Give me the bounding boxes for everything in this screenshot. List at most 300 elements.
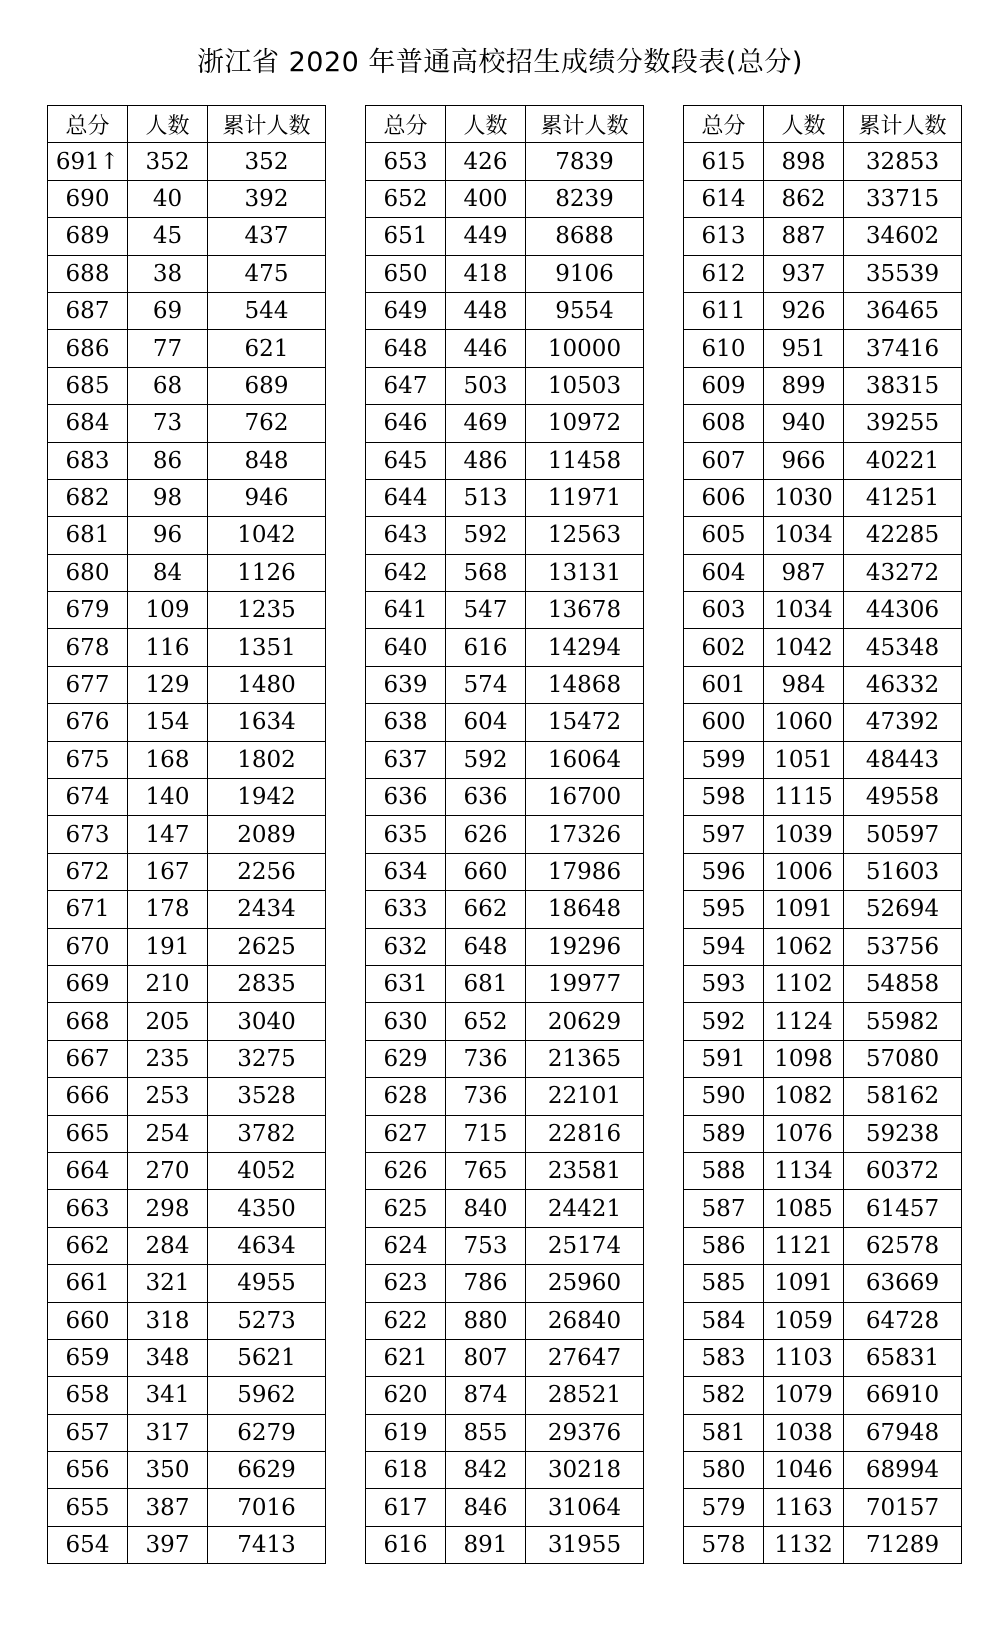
cell-total-score: 582	[684, 1377, 764, 1414]
cell-total-score: 590	[684, 1078, 764, 1115]
cell-cumulative: 21365	[526, 1040, 644, 1077]
cell-total-score: 680	[48, 554, 128, 591]
cell-count: 1039	[764, 816, 844, 853]
table-row	[684, 1227, 962, 1264]
table-row	[684, 292, 962, 329]
cell-cumulative: 35539	[844, 255, 962, 292]
cell-total-score: 635	[366, 816, 446, 853]
cell-count: 254	[128, 1115, 208, 1152]
cell-count: 1132	[764, 1526, 844, 1563]
cell-count: 1121	[764, 1227, 844, 1264]
cell-cumulative: 4634	[208, 1227, 326, 1264]
cell-total-score: 633	[366, 891, 446, 928]
cell-total-score: 617	[366, 1489, 446, 1526]
table-row	[48, 517, 326, 554]
table-row	[48, 367, 326, 404]
table-row	[366, 1040, 644, 1077]
table-row	[48, 1452, 326, 1489]
table-row	[48, 1152, 326, 1189]
cell-cumulative: 52694	[844, 891, 962, 928]
cell-count: 73	[128, 405, 208, 442]
cell-total-score: 578	[684, 1526, 764, 1563]
table-row	[684, 1339, 962, 1376]
cell-cumulative: 762	[208, 405, 326, 442]
cell-total-score: 649	[366, 292, 446, 329]
cell-total-score: 596	[684, 853, 764, 890]
table-row	[366, 666, 644, 703]
cell-cumulative: 34602	[844, 218, 962, 255]
cell-count: 98	[128, 479, 208, 516]
table-row	[684, 143, 962, 180]
table-row	[366, 704, 644, 741]
cell-count: 68	[128, 367, 208, 404]
cell-cumulative: 1942	[208, 779, 326, 816]
table-row	[48, 965, 326, 1002]
cell-count: 69	[128, 292, 208, 329]
table-row	[48, 218, 326, 255]
cell-count: 418	[446, 255, 526, 292]
table-row	[366, 1227, 644, 1264]
cell-count: 350	[128, 1452, 208, 1489]
cell-total-score: 653	[366, 143, 446, 180]
cell-cumulative: 25174	[526, 1227, 644, 1264]
cell-total-score: 604	[684, 554, 764, 591]
table-row	[48, 479, 326, 516]
table-row	[48, 330, 326, 367]
cell-total-score: 592	[684, 1003, 764, 1040]
table-row	[366, 1489, 644, 1526]
table-row	[684, 405, 962, 442]
cell-total-score: 626	[366, 1152, 446, 1189]
table-row	[366, 1414, 644, 1451]
cell-cumulative: 55982	[844, 1003, 962, 1040]
cell-cumulative: 11458	[526, 442, 644, 479]
cell-count: 547	[446, 592, 526, 629]
cell-cumulative: 9554	[526, 292, 644, 329]
table-row	[366, 779, 644, 816]
cell-cumulative: 8239	[526, 180, 644, 217]
cell-count: 1059	[764, 1302, 844, 1339]
cell-count: 1079	[764, 1377, 844, 1414]
table-row	[366, 1265, 644, 1302]
cell-count: 1102	[764, 965, 844, 1002]
cell-total-score: 636	[366, 779, 446, 816]
cell-total-score: 598	[684, 779, 764, 816]
cell-total-score: 607	[684, 442, 764, 479]
cell-count: 426	[446, 143, 526, 180]
cell-count: 1042	[764, 629, 844, 666]
cell-cumulative: 31955	[526, 1526, 644, 1563]
table-row	[48, 143, 326, 180]
cell-total-score: 630	[366, 1003, 446, 1040]
table-row	[48, 1003, 326, 1040]
table-row	[366, 330, 644, 367]
cell-cumulative: 36465	[844, 292, 962, 329]
cell-count: 400	[446, 180, 526, 217]
cell-count: 1163	[764, 1489, 844, 1526]
cell-cumulative: 689	[208, 367, 326, 404]
cell-total-score: 684	[48, 405, 128, 442]
cell-cumulative: 1351	[208, 629, 326, 666]
cell-cumulative: 10503	[526, 367, 644, 404]
table-header-row	[684, 106, 962, 143]
table-row	[684, 1489, 962, 1526]
cell-total-score: 675	[48, 741, 128, 778]
cell-total-score: 690	[48, 180, 128, 217]
cell-total-score: 584	[684, 1302, 764, 1339]
cell-count: 898	[764, 143, 844, 180]
cell-count: 616	[446, 629, 526, 666]
cell-cumulative: 28521	[526, 1377, 644, 1414]
cell-total-score: 672	[48, 853, 128, 890]
cell-total-score: 663	[48, 1190, 128, 1227]
table-row	[684, 218, 962, 255]
table-row	[48, 1489, 326, 1526]
cell-cumulative: 22816	[526, 1115, 644, 1152]
table-row	[684, 1302, 962, 1339]
table-row	[366, 1078, 644, 1115]
cell-count: 574	[446, 666, 526, 703]
table-row	[684, 1115, 962, 1152]
cell-cumulative: 59238	[844, 1115, 962, 1152]
table-row	[684, 1040, 962, 1077]
cell-total-score: 638	[366, 704, 446, 741]
cell-count: 660	[446, 853, 526, 890]
cell-cumulative: 2089	[208, 816, 326, 853]
table-row	[48, 741, 326, 778]
cell-total-score: 652	[366, 180, 446, 217]
table-row	[48, 704, 326, 741]
cell-cumulative: 27647	[526, 1339, 644, 1376]
table-row	[366, 965, 644, 1002]
cell-cumulative: 64728	[844, 1302, 962, 1339]
cell-cumulative: 544	[208, 292, 326, 329]
table-row	[366, 442, 644, 479]
table-row	[684, 1003, 962, 1040]
cell-count: 842	[446, 1452, 526, 1489]
cell-total-score: 587	[684, 1190, 764, 1227]
cell-count: 636	[446, 779, 526, 816]
cell-count: 899	[764, 367, 844, 404]
cell-count: 940	[764, 405, 844, 442]
cell-count: 1060	[764, 704, 844, 741]
cell-cumulative: 15472	[526, 704, 644, 741]
table-row	[48, 405, 326, 442]
cell-total-score: 685	[48, 367, 128, 404]
table-row	[48, 442, 326, 479]
cell-total-score: 671	[48, 891, 128, 928]
table-row	[366, 1339, 644, 1376]
cell-total-score: 599	[684, 741, 764, 778]
cell-cumulative: 49558	[844, 779, 962, 816]
cell-total-score: 581	[684, 1414, 764, 1451]
cell-total-score: 657	[48, 1414, 128, 1451]
table-row	[366, 1115, 644, 1152]
cell-cumulative: 1634	[208, 704, 326, 741]
cell-total-score: 647	[366, 367, 446, 404]
cell-total-score: 586	[684, 1227, 764, 1264]
cell-count: 652	[446, 1003, 526, 1040]
table-row	[48, 180, 326, 217]
cell-count: 1038	[764, 1414, 844, 1451]
cell-count: 96	[128, 517, 208, 554]
cell-cumulative: 32853	[844, 143, 962, 180]
cell-total-score: 610	[684, 330, 764, 367]
cell-total-score: 678	[48, 629, 128, 666]
cell-cumulative: 44306	[844, 592, 962, 629]
cell-cumulative: 16700	[526, 779, 644, 816]
cell-cumulative: 23581	[526, 1152, 644, 1189]
cell-cumulative: 65831	[844, 1339, 962, 1376]
page-title: 浙江省 2020 年普通高校招生成绩分数段表(总分)	[197, 47, 803, 78]
header-cumulative: 累计人数	[844, 106, 962, 143]
cell-total-score: 621	[366, 1339, 446, 1376]
cell-total-score: 631	[366, 965, 446, 1002]
cell-count: 154	[128, 704, 208, 741]
cell-total-score: 619	[366, 1414, 446, 1451]
cell-cumulative: 20629	[526, 1003, 644, 1040]
cell-count: 140	[128, 779, 208, 816]
cell-total-score: 594	[684, 928, 764, 965]
cell-cumulative: 70157	[844, 1489, 962, 1526]
cell-count: 40	[128, 180, 208, 217]
cell-cumulative: 10972	[526, 405, 644, 442]
table-row	[366, 629, 644, 666]
cell-total-score: 640	[366, 629, 446, 666]
table-row	[366, 218, 644, 255]
cell-total-score: 658	[48, 1377, 128, 1414]
table-row	[366, 1190, 644, 1227]
table-row	[684, 666, 962, 703]
cell-total-score: 612	[684, 255, 764, 292]
cell-count: 147	[128, 816, 208, 853]
table-row	[366, 741, 644, 778]
cell-cumulative: 54858	[844, 965, 962, 1002]
cell-total-score: 639	[366, 666, 446, 703]
cell-count: 887	[764, 218, 844, 255]
cell-count: 568	[446, 554, 526, 591]
cell-count: 662	[446, 891, 526, 928]
cell-cumulative: 19977	[526, 965, 644, 1002]
cell-cumulative: 71289	[844, 1526, 962, 1563]
cell-count: 318	[128, 1302, 208, 1339]
cell-cumulative: 62578	[844, 1227, 962, 1264]
cell-total-score: 603	[684, 592, 764, 629]
cell-total-score: 627	[366, 1115, 446, 1152]
table-row	[48, 1302, 326, 1339]
cell-total-score: 634	[366, 853, 446, 890]
cell-count: 116	[128, 629, 208, 666]
cell-total-score: 655	[48, 1489, 128, 1526]
table-row	[684, 367, 962, 404]
cell-cumulative: 38315	[844, 367, 962, 404]
cell-total-score: 661	[48, 1265, 128, 1302]
table-row	[684, 554, 962, 591]
table-row	[684, 741, 962, 778]
cell-count: 1046	[764, 1452, 844, 1489]
cell-count: 604	[446, 704, 526, 741]
cell-total-score: 606	[684, 479, 764, 516]
cell-cumulative: 13131	[526, 554, 644, 591]
cell-cumulative: 40221	[844, 442, 962, 479]
cell-count: 210	[128, 965, 208, 1002]
table-row	[366, 1526, 644, 1563]
header-cumulative: 累计人数	[208, 106, 326, 143]
table-row	[684, 442, 962, 479]
cell-count: 205	[128, 1003, 208, 1040]
cell-total-score: 580	[684, 1452, 764, 1489]
cell-total-score: 613	[684, 218, 764, 255]
cell-total-score: 614	[684, 180, 764, 217]
cell-cumulative: 17326	[526, 816, 644, 853]
cell-total-score: 666	[48, 1078, 128, 1115]
header-total-score: 总分	[684, 106, 764, 143]
cell-total-score: 681	[48, 517, 128, 554]
cell-total-score: 597	[684, 816, 764, 853]
table-row	[366, 853, 644, 890]
cell-cumulative: 43272	[844, 554, 962, 591]
cell-total-score: 623	[366, 1265, 446, 1302]
table-row	[48, 1265, 326, 1302]
cell-total-score: 645	[366, 442, 446, 479]
cell-total-score: 651	[366, 218, 446, 255]
table-row	[48, 1526, 326, 1563]
cell-count: 1034	[764, 517, 844, 554]
cell-cumulative: 1042	[208, 517, 326, 554]
table-row	[684, 1190, 962, 1227]
table-row	[684, 330, 962, 367]
cell-total-score: 654	[48, 1526, 128, 1563]
table-row	[684, 853, 962, 890]
cell-cumulative: 3040	[208, 1003, 326, 1040]
table-row	[366, 367, 644, 404]
cell-count: 1082	[764, 1078, 844, 1115]
cell-cumulative: 50597	[844, 816, 962, 853]
cell-count: 753	[446, 1227, 526, 1264]
table-row	[684, 1152, 962, 1189]
cell-cumulative: 25960	[526, 1265, 644, 1302]
cell-cumulative: 29376	[526, 1414, 644, 1451]
cell-count: 1115	[764, 779, 844, 816]
cell-count: 449	[446, 218, 526, 255]
cell-total-score: 673	[48, 816, 128, 853]
cell-total-score: 679	[48, 592, 128, 629]
cell-total-score: 656	[48, 1452, 128, 1489]
cell-total-score: 605	[684, 517, 764, 554]
cell-cumulative: 2625	[208, 928, 326, 965]
cell-count: 77	[128, 330, 208, 367]
cell-count: 891	[446, 1526, 526, 1563]
cell-count: 937	[764, 255, 844, 292]
cell-cumulative: 2434	[208, 891, 326, 928]
cell-count: 387	[128, 1489, 208, 1526]
table-row	[366, 1377, 644, 1414]
cell-cumulative: 22101	[526, 1078, 644, 1115]
cell-count: 191	[128, 928, 208, 965]
cell-cumulative: 437	[208, 218, 326, 255]
table-row	[684, 517, 962, 554]
cell-total-score: 650	[366, 255, 446, 292]
cell-count: 966	[764, 442, 844, 479]
cell-total-score: 615	[684, 143, 764, 180]
cell-total-score: 686	[48, 330, 128, 367]
cell-cumulative: 3275	[208, 1040, 326, 1077]
cell-total-score: 660	[48, 1302, 128, 1339]
table-row	[366, 292, 644, 329]
cell-total-score: 579	[684, 1489, 764, 1526]
cell-count: 1098	[764, 1040, 844, 1077]
cell-cumulative: 621	[208, 330, 326, 367]
cell-total-score: 624	[366, 1227, 446, 1264]
cell-count: 503	[446, 367, 526, 404]
table-row	[684, 965, 962, 1002]
cell-count: 352	[128, 143, 208, 180]
cell-total-score: 609	[684, 367, 764, 404]
cell-cumulative: 33715	[844, 180, 962, 217]
table-row	[48, 1227, 326, 1264]
cell-count: 648	[446, 928, 526, 965]
cell-count: 715	[446, 1115, 526, 1152]
cell-total-score: 600	[684, 704, 764, 741]
cell-total-score: 637	[366, 741, 446, 778]
table-row	[366, 816, 644, 853]
cell-cumulative: 60372	[844, 1152, 962, 1189]
cell-cumulative: 39255	[844, 405, 962, 442]
cell-cumulative: 4350	[208, 1190, 326, 1227]
cell-cumulative: 1480	[208, 666, 326, 703]
cell-count: 348	[128, 1339, 208, 1376]
table-header-row	[366, 106, 644, 143]
cell-cumulative: 12563	[526, 517, 644, 554]
cell-count: 1091	[764, 1265, 844, 1302]
cell-cumulative: 63669	[844, 1265, 962, 1302]
cell-count: 736	[446, 1040, 526, 1077]
cell-count: 951	[764, 330, 844, 367]
cell-cumulative: 57080	[844, 1040, 962, 1077]
cell-count: 1006	[764, 853, 844, 890]
cell-count: 1030	[764, 479, 844, 516]
cell-count: 626	[446, 816, 526, 853]
cell-total-score: 588	[684, 1152, 764, 1189]
table-row	[48, 592, 326, 629]
cell-total-score: 683	[48, 442, 128, 479]
cell-count: 321	[128, 1265, 208, 1302]
cell-cumulative: 37416	[844, 330, 962, 367]
cell-total-score: 674	[48, 779, 128, 816]
header-count: 人数	[764, 106, 844, 143]
cell-total-score: 608	[684, 405, 764, 442]
cell-total-score: 591	[684, 1040, 764, 1077]
cell-count: 86	[128, 442, 208, 479]
table-row	[48, 666, 326, 703]
table-row	[366, 592, 644, 629]
cell-total-score: 688	[48, 255, 128, 292]
cell-cumulative: 2835	[208, 965, 326, 1002]
table-row	[48, 1377, 326, 1414]
cell-cumulative: 53756	[844, 928, 962, 965]
cell-total-score: 677	[48, 666, 128, 703]
cell-count: 880	[446, 1302, 526, 1339]
cell-total-score: 601	[684, 666, 764, 703]
cell-count: 448	[446, 292, 526, 329]
table-row	[684, 1265, 962, 1302]
cell-total-score: 642	[366, 554, 446, 591]
cell-cumulative: 68994	[844, 1452, 962, 1489]
cell-count: 862	[764, 180, 844, 217]
cell-cumulative: 16064	[526, 741, 644, 778]
cell-count: 298	[128, 1190, 208, 1227]
cell-count: 129	[128, 666, 208, 703]
